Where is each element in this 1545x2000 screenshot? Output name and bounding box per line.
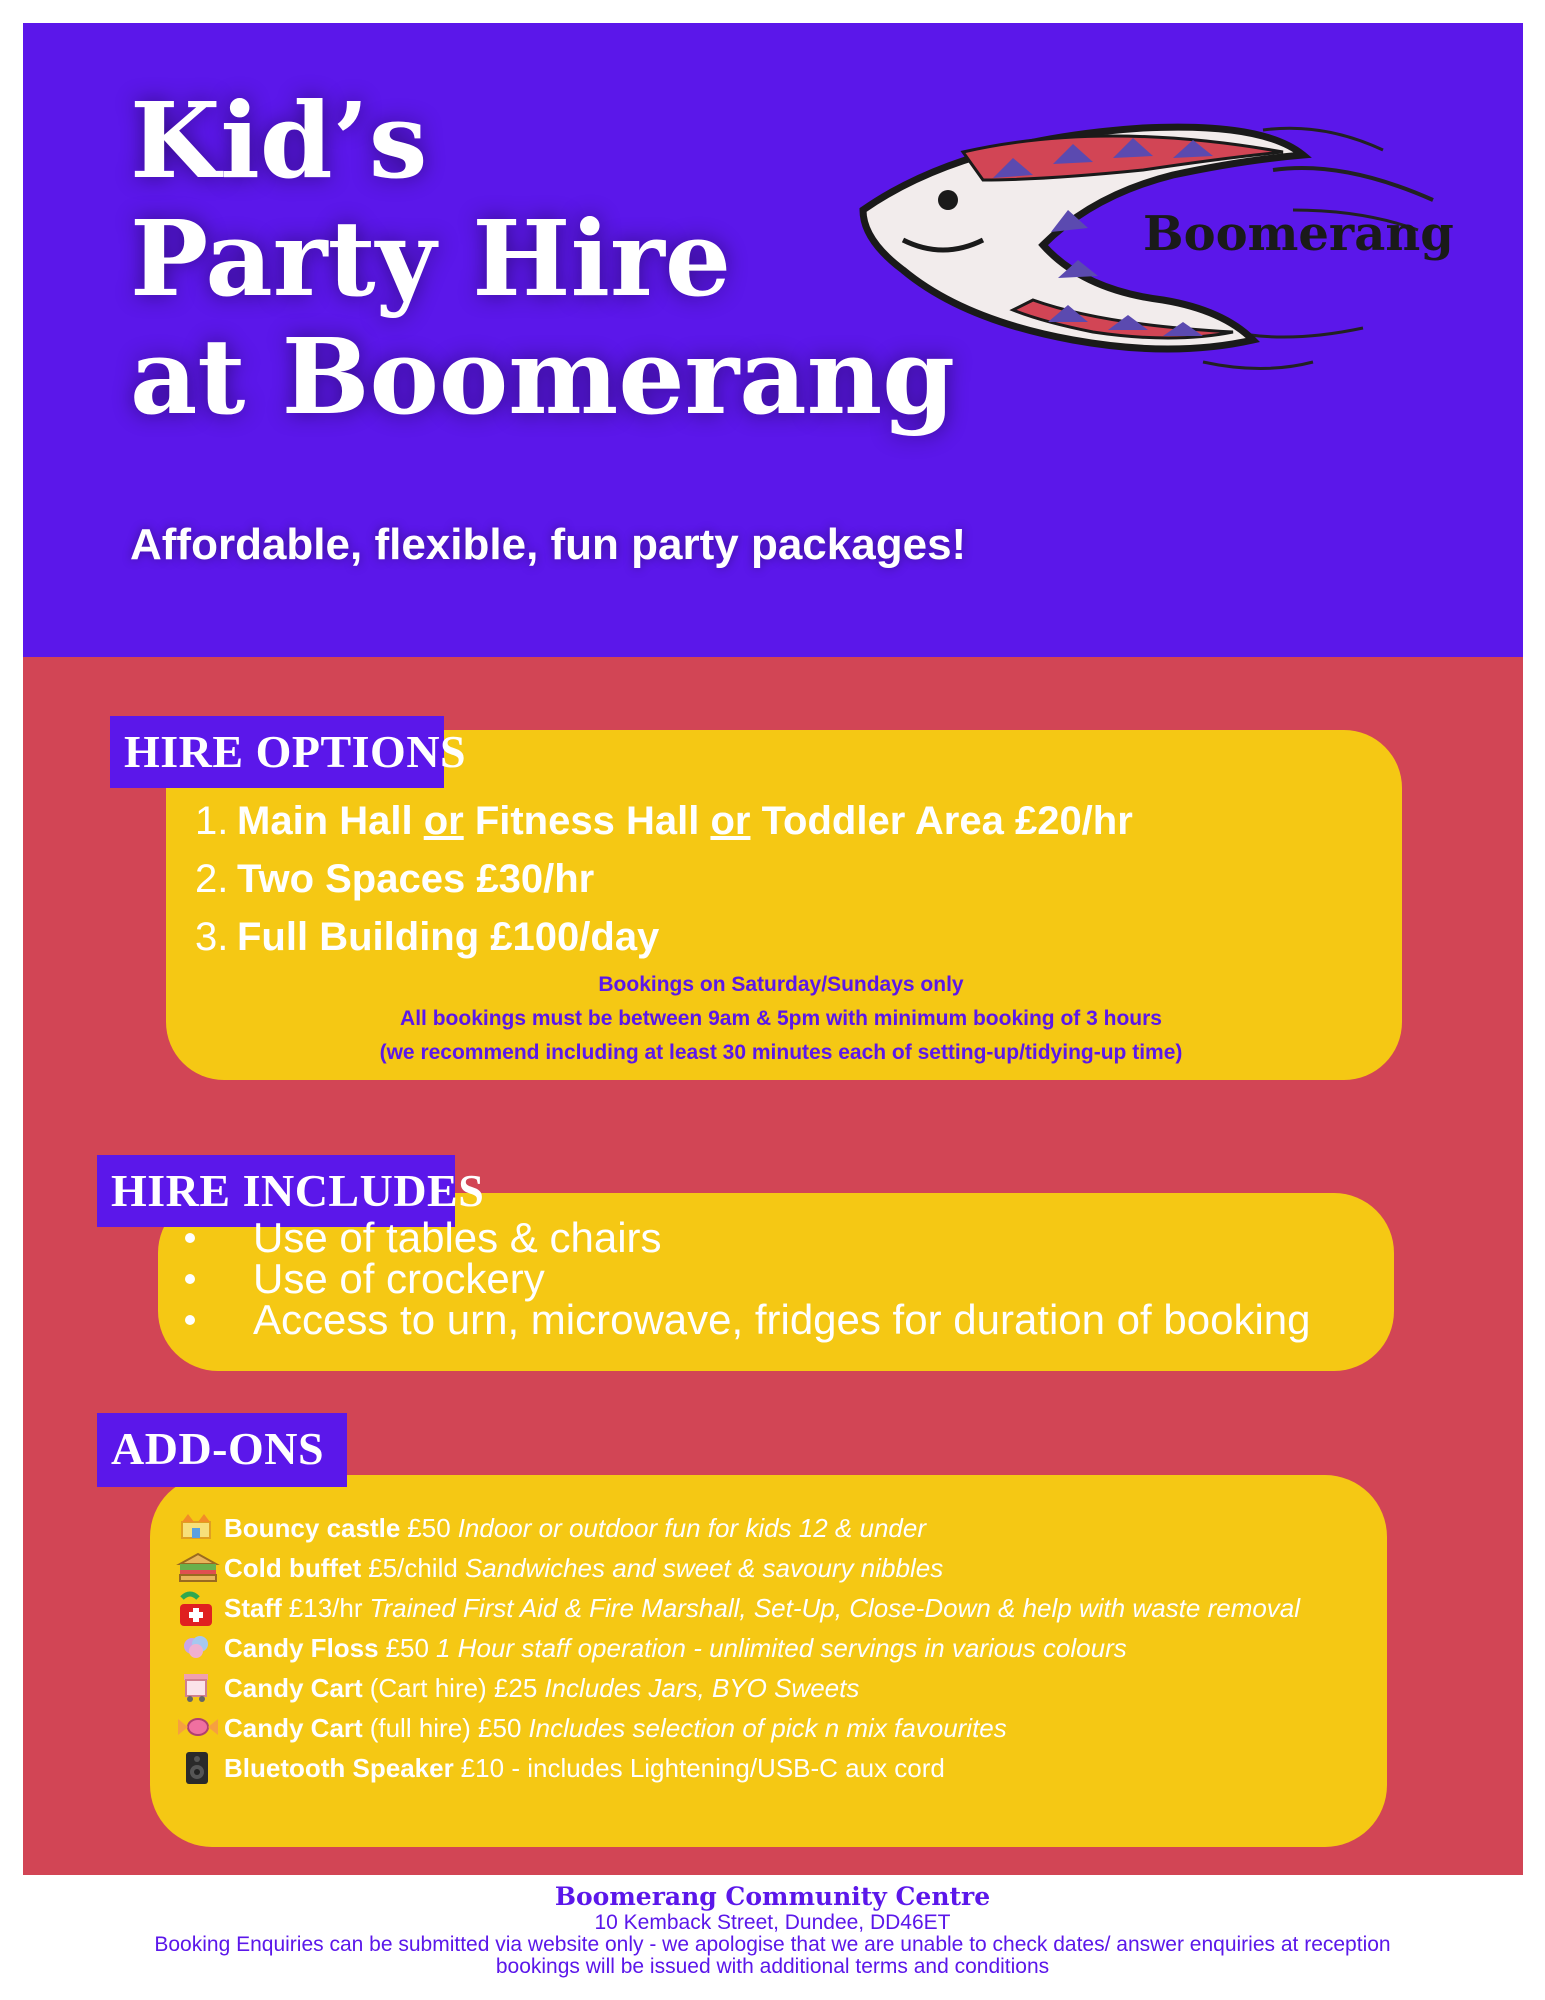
list-item: 2. Two Spaces £30/hr (195, 850, 1133, 908)
booking-note: All bookings must be between 9am & 5pm with minimum booking of 3 hours (400, 1007, 1162, 1030)
list-item: Candy Cart (full hire) £50 Includes selection of pick n mix favourites (176, 1708, 1300, 1748)
list-item: Use of crockery (215, 1258, 1311, 1299)
candy-floss-icon (176, 1630, 224, 1666)
enquiries-note: Booking Enquiries can be submitted via website only - we apologise that we are unable to check dates/ answer enquiries at reception (154, 1933, 1391, 1956)
list-item: Bluetooth Speaker £10 - includes Lightening/USB-C aux cord (176, 1748, 1300, 1788)
speaker-icon (176, 1750, 224, 1786)
list-item: Candy Floss £50 1 Hour staff operation - unlimited servings in various colours (176, 1628, 1300, 1668)
item-number: 2. (195, 857, 229, 901)
hire-includes-label: HIRE INCLUDES (97, 1155, 455, 1227)
item-number: 1. (195, 799, 229, 843)
centre-address: 10 Kemback Street, Dundee, DD46ET (594, 1911, 951, 1934)
first-aid-icon (176, 1590, 224, 1626)
title-line-3: at Boomerang (130, 315, 955, 438)
boomerang-logo (843, 100, 1463, 382)
list-item: 1. Main Hall or Fitness Hall or Toddler Area £20/hr (195, 792, 1133, 850)
list-item: 3. Full Building £100/day (195, 908, 1133, 966)
add-ons-label: ADD-ONS (97, 1413, 347, 1487)
booking-note: (we recommend including at least 30 minutes each of setting-up/tidying-up time) (379, 1041, 1183, 1064)
booking-notes (166, 968, 1396, 1070)
candy-icon (176, 1710, 224, 1746)
list-item: Cold buffet £5/child Sandwiches and sweet & savoury nibbles (176, 1548, 1300, 1588)
hire-includes-list (215, 1214, 1311, 1343)
tagline: Affordable, flexible, fun party packages! (130, 520, 967, 569)
terms-note: bookings will be issued with additional terms and conditions (495, 1955, 1050, 1978)
item-number: 3. (195, 915, 229, 959)
hire-options-list (195, 792, 1133, 966)
centre-name: Boomerang Community Centre (554, 1882, 991, 1911)
booking-note: Bookings on Saturday/Sundays only (598, 973, 964, 996)
footer (0, 1882, 1545, 1978)
sandwich-icon (176, 1550, 224, 1586)
logo-text: Boomerang (1143, 206, 1454, 262)
title-line-2: Party Hire (130, 197, 731, 320)
list-item: Bouncy castle £50 Indoor or outdoor fun for kids 12 & under (176, 1508, 1300, 1548)
hire-options-label: HIRE OPTIONS (110, 716, 444, 788)
list-item: Use of tables & chairs (215, 1217, 1311, 1258)
title-line-1: Kid’s (130, 79, 428, 202)
bouncy-castle-icon (176, 1510, 224, 1546)
list-item: Candy Cart (Cart hire) £25 Includes Jars, BYO Sweets (176, 1668, 1300, 1708)
page-title (130, 79, 955, 438)
list-item: Staff £13/hr Trained First Aid & Fire Marshall, Set-Up, Close-Down & help with waste removal (176, 1588, 1300, 1628)
candy-cart-icon (176, 1670, 224, 1706)
list-item: Access to urn, microwave, fridges for duration of booking (215, 1299, 1311, 1340)
add-ons-list (176, 1508, 1300, 1788)
